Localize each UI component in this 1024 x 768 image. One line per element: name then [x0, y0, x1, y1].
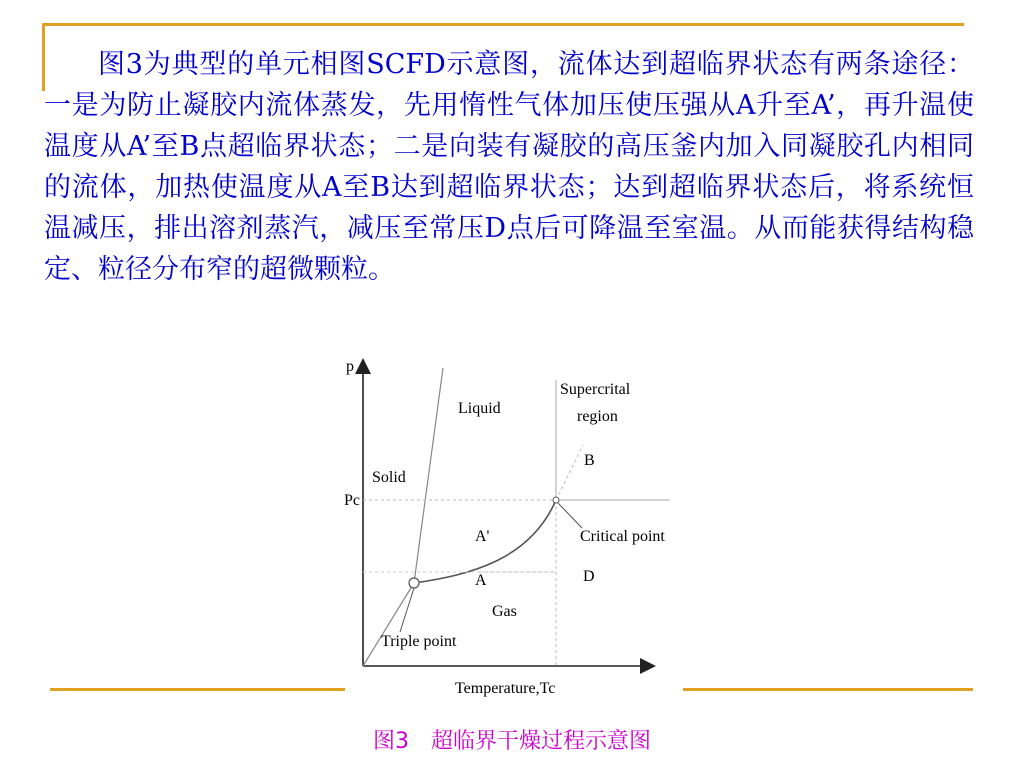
triple-point-label: Triple point: [381, 633, 457, 650]
critical-point-pointer: [558, 503, 582, 528]
point-a-prime-label: A': [475, 528, 490, 545]
pc-label: Pc: [344, 492, 360, 509]
bottom-accent-line-right: [683, 688, 973, 691]
supercritical-region-label-line2: region: [577, 408, 618, 425]
critical-point-label: Critical point: [580, 528, 665, 545]
figure-caption: [0, 724, 1024, 755]
critical-point-marker: [553, 497, 559, 503]
point-d-label: D: [583, 568, 595, 585]
bottom-accent-line-left: [50, 688, 345, 691]
body-paragraph: 图3为典型的单元相图SCFD示意图，流体达到超临界状态有两条途径：一是为防止凝胶内流体蒸发，先用惰性气体加压使压强从A升至A’，再升温使温度从A’至B点超临界状态；二是向装有凝胶的高压釜内加入同凝胶孔内相同的流体，加热使温度从A至B达到超临界状态；达到超临界状态后，将系统恒温减压，排出溶剂蒸汽，减压至常压D点后可降温至室温。从而能获得结构稳定、粒径分布窄的超微颗粒。: [44, 49, 974, 285]
pressure-axis-label: p: [346, 358, 354, 375]
supercritical-region-label-line1: Supercrital: [560, 381, 631, 398]
caption-number: 图3: [372, 729, 409, 754]
top-accent-line: [44, 23, 964, 26]
caption-title: 超临界干燥过程示意图: [430, 729, 651, 754]
solid-liquid-boundary: [414, 368, 443, 583]
liquid-region-label: Liquid: [458, 400, 501, 417]
triple-point-marker: [409, 578, 419, 588]
point-a-label: A: [475, 572, 487, 589]
solid-region-label: Solid: [372, 469, 406, 486]
temperature-axis-label: Temperature,Tc: [455, 680, 556, 697]
phase-diagram: [330, 350, 690, 695]
point-b-label: B: [584, 452, 595, 469]
b-path-line: [556, 445, 583, 500]
sublimation-boundary: [363, 583, 414, 666]
gas-region-label: Gas: [492, 603, 517, 620]
